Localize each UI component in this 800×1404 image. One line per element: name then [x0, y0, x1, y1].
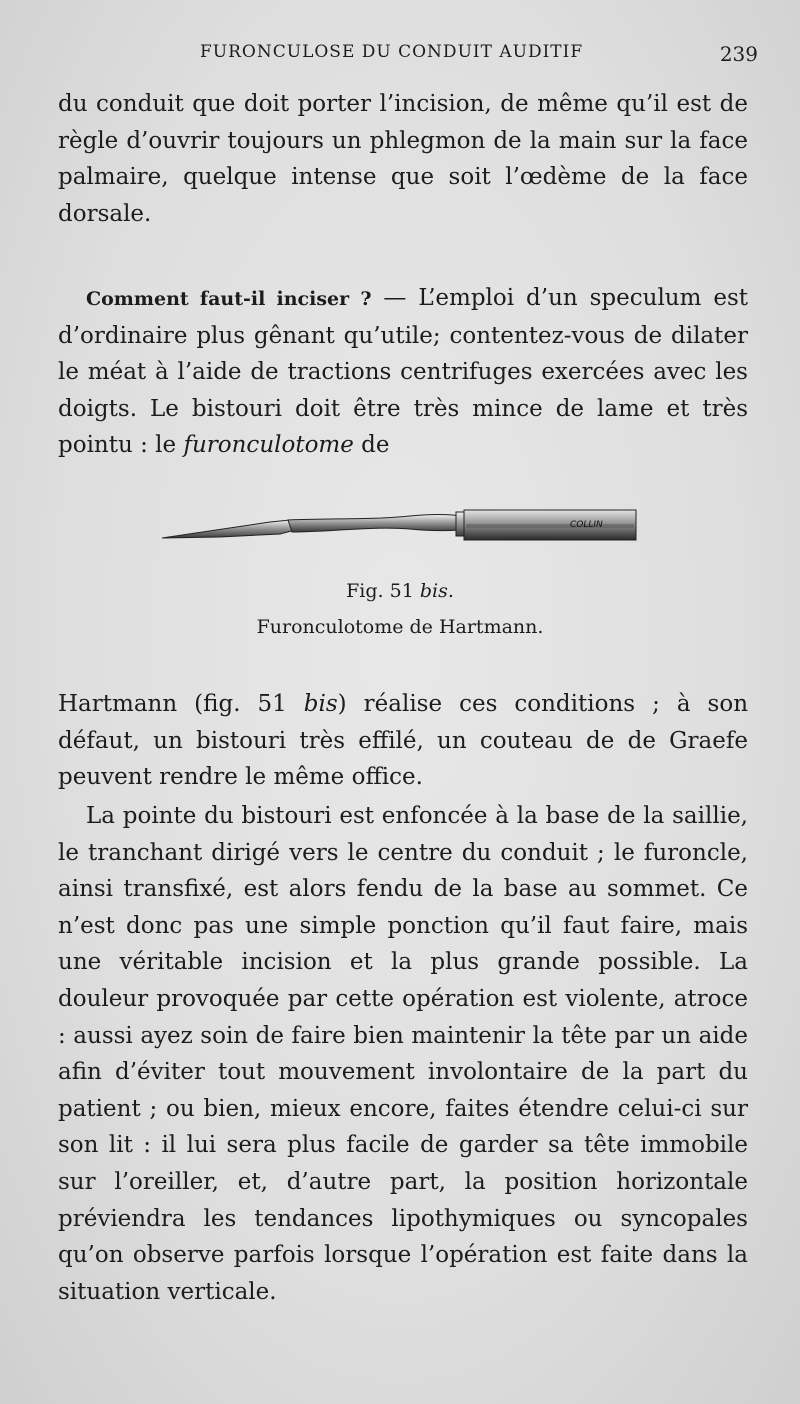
running-header	[0, 42, 800, 76]
scalpel-icon	[160, 500, 640, 560]
figure-label-italic: bis.	[419, 580, 454, 602]
paragraph-2-text: — L’emploi d’un speculum est d’ordinaire plus gênant qu’utile; contentez-vous de dilater le méat à l’aide de tractions centrifuges exercées avec les doigts. Le bistouri doit être très mince de lame et très pointu : le	[58, 285, 748, 459]
paragraph-1: du conduit que doit porter l’incision, de même qu’il est de règle d’ouvrir toujours un phlegmon de la main sur la face palmaire, quelque intense que soit l’œdème de la face dorsale.	[58, 91, 748, 227]
paragraph-2	[58, 280, 748, 464]
figure-label	[0, 580, 800, 602]
engraved-mark: COLLIN	[570, 520, 603, 530]
paragraph-2-end: de	[353, 432, 390, 459]
figure-title: Furonculotome de Hartmann.	[256, 616, 544, 638]
run-in-heading: Comment faut-il inciser ?	[86, 288, 372, 310]
paragraph-3-text: ) réalise ces conditions ; à son défaut, un bistouri très effilé, un couteau de de Graefe peuvent rendre le même office.	[58, 691, 749, 791]
running-title: FURONCULOSE DU CONDUIT AUDITIF	[200, 42, 584, 62]
paragraph-2-italic: furonculotome	[183, 432, 354, 459]
paragraph-3	[58, 686, 748, 796]
paragraph-4: La pointe du bistouri est enfoncée à la base de la saillie, le tranchant dirigé vers le centre du conduit ; le furoncle, ainsi transfixé, est alors fendu de la base au sommet. Ce n’est donc pas une simple ponction qu’il faut faire, mais une véritable incision et la plus grande possible. La douleur provoquée par cette opération est violente, atroce : aussi ayez soin de faire bien maintenir la tête par un aide afin d’éviter tout mouvement involontaire de la part du patient ; ou bien, mieux encore, faites étendre celui-ci sur son lit : il lui sera plus facile de garder sa tête immobile sur l’oreiller, et, d’autre part, la position horizontale préviendra les tendances lipothymiques ou syncopales qu’on observe parfois lorsque l’opération est faite dans la situation verticale.	[58, 803, 748, 1305]
paragraph-3-italic: bis	[303, 691, 338, 717]
furonculotome-figure	[160, 500, 640, 560]
figure-label-prefix: Fig. 51	[346, 580, 420, 602]
page-number: 239	[719, 42, 758, 66]
paragraph-3-start: Hartmann (fig. 51	[58, 691, 304, 717]
